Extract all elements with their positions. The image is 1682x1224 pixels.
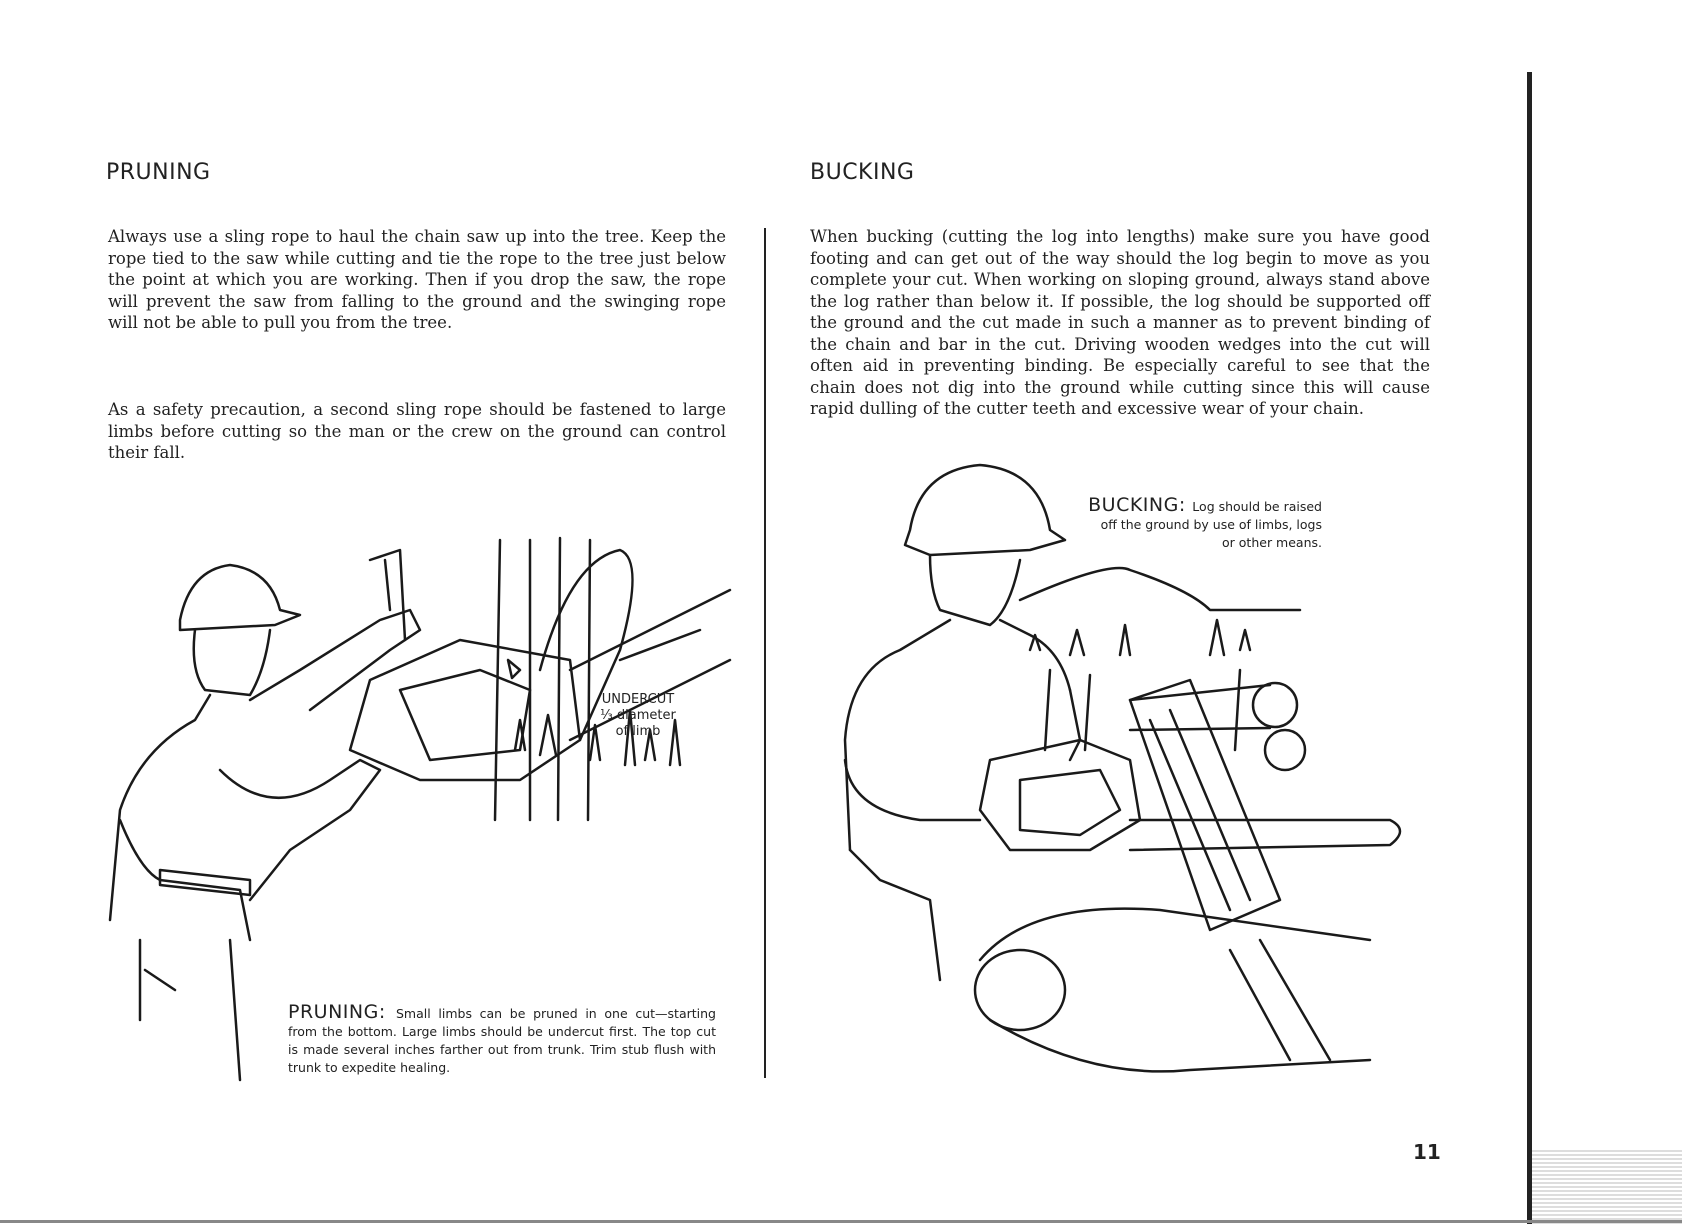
bottom-edge-line bbox=[0, 1220, 1682, 1223]
tree-trunk bbox=[495, 538, 590, 820]
bucking-paragraph-1: When bucking (cutting the log into lengths) make sure you have good footing and can get out of the way should the log begin to move as you complete your cut. When working on sloping ground, always stand above the log rather than below it. If possible, the log should be supported off the ground and the cut made in such a manner as to prevent binding of the chain and bar in the cut. Driving wooden wedges into the cut will often aid in preventing binding. Be especially careful to see that the chain does not dig into the ground while cutting since this will cause rapid dulling of the cutter teeth and excessive wear of your chain. bbox=[810, 227, 1430, 418]
chain-bar bbox=[1130, 820, 1400, 850]
pruning-paragraph-1: Always use a sling rope to haul the chain saw up into the tree. Keep the rope tied to the saw while cutting and tie the rope to the tree just below the point at which you are working. Then if you drop the saw, the rope will prevent the saw from falling to the ground and the swinging rope will not be able to pull you from the tree. bbox=[108, 227, 726, 332]
page-edge-line bbox=[1527, 72, 1532, 1224]
undercut-label-line3: of limb bbox=[615, 724, 661, 739]
pruning-caption-colon: : bbox=[378, 1001, 396, 1023]
torso bbox=[120, 820, 250, 940]
bucking-caption-colon: : bbox=[1178, 494, 1193, 516]
helmet bbox=[180, 565, 300, 630]
bucking-heading: BUCKING bbox=[810, 160, 915, 185]
bucking-illustration bbox=[830, 460, 1450, 1080]
pruning-paragraph-2: As a safety precaution, a second sling rope should be fastened to large limbs before cutting so the man or the crew on the ground can control their fall. bbox=[108, 400, 726, 462]
bucking-caption bbox=[1086, 496, 1322, 552]
pruning-caption-head: PRUNING bbox=[288, 1001, 379, 1023]
undercut-label-title: UNDERCUT bbox=[601, 692, 675, 707]
mountains bbox=[1020, 568, 1300, 610]
pruning-caption-text: Small limbs can be pruned in one cut—starting from the bottom. Large limbs should be undercut first. The top cut is made several inches farther out from trunk. Trim stub flush with trunk to expedite healing. bbox=[288, 1006, 716, 1075]
undercut-arrow bbox=[508, 660, 520, 678]
undercut-label-line2: ⅓ diameter bbox=[600, 708, 676, 723]
head bbox=[930, 555, 1020, 625]
arm-left bbox=[845, 760, 980, 820]
page-number: 11 bbox=[1413, 1140, 1441, 1164]
ground-logs bbox=[980, 909, 1370, 1072]
pruning-heading: PRUNING bbox=[106, 160, 211, 185]
distant-trees bbox=[1030, 620, 1250, 655]
pruning-caption bbox=[288, 1003, 716, 1077]
arm-right bbox=[1070, 690, 1080, 760]
chainsaw-body bbox=[350, 640, 580, 780]
page-edge-shadow bbox=[1532, 1150, 1682, 1224]
column-divider bbox=[764, 228, 766, 1078]
bucking-caption-head: BUCKING bbox=[1088, 494, 1179, 516]
log-end bbox=[1253, 683, 1297, 727]
helmet bbox=[905, 465, 1065, 555]
undercut-label bbox=[583, 692, 693, 740]
bucking-caption-text: Log should be raised off the ground by use of limbs, logs or other means. bbox=[1100, 499, 1322, 550]
head bbox=[194, 630, 270, 695]
